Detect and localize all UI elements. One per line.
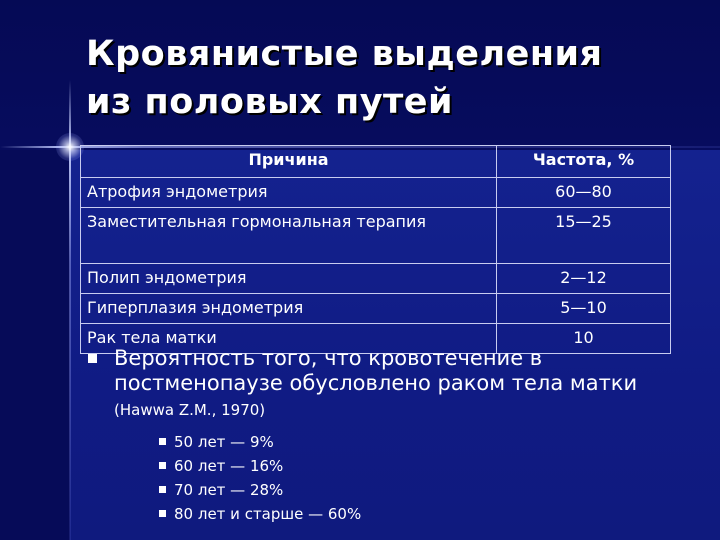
list-item	[86, 433, 696, 451]
square-bullet-icon	[159, 510, 166, 517]
header-cause: Причина	[81, 146, 497, 178]
list-item	[86, 457, 696, 475]
square-bullet-icon	[159, 462, 166, 469]
list-item	[86, 481, 696, 499]
table-header-row	[81, 146, 671, 178]
frequency-cell: 10	[497, 324, 671, 354]
list-item-text: 50 лет — 9%	[174, 433, 274, 451]
square-bullet-icon	[159, 438, 166, 445]
header-frequency: Частота, %	[497, 146, 671, 178]
table-row	[81, 208, 671, 264]
table-row	[81, 264, 671, 294]
causes-table	[80, 145, 671, 354]
cause-cell: Рак тела матки	[81, 324, 497, 354]
title-line-1: Кровянистые выделения	[86, 34, 603, 74]
list-item	[86, 505, 696, 523]
left-band	[0, 150, 70, 540]
list-item-text: 70 лет — 28%	[174, 481, 284, 499]
citation: (Hawwa Z.M., 1970)	[114, 401, 266, 419]
cause-cell: Полип эндометрия	[81, 264, 497, 294]
list-item-text: 60 лет — 16%	[174, 457, 284, 475]
table-row	[81, 294, 671, 324]
frequency-cell: 15—25	[497, 208, 671, 264]
frequency-cell: 60—80	[497, 178, 671, 208]
cause-cell: Заместительная гормональная терапия	[81, 208, 497, 264]
title-line-2: из половых путей	[86, 82, 454, 122]
age-probability-list	[86, 433, 696, 523]
list-item-text: 80 лет и старше — 60%	[174, 505, 362, 523]
main-bullet	[86, 346, 696, 423]
main-bullet-text: Вероятность того, что кровотечение в постменопаузе обусловлено раком тела матки	[114, 346, 638, 395]
bullet-list	[86, 346, 696, 529]
square-bullet-icon	[88, 354, 97, 363]
cause-cell: Атрофия эндометрия	[81, 178, 497, 208]
table-row	[81, 178, 671, 208]
slide-title	[86, 30, 706, 126]
square-bullet-icon	[159, 486, 166, 493]
frequency-cell: 5—10	[497, 294, 671, 324]
cause-cell: Гиперплазия эндометрия	[81, 294, 497, 324]
frequency-cell: 2—12	[497, 264, 671, 294]
